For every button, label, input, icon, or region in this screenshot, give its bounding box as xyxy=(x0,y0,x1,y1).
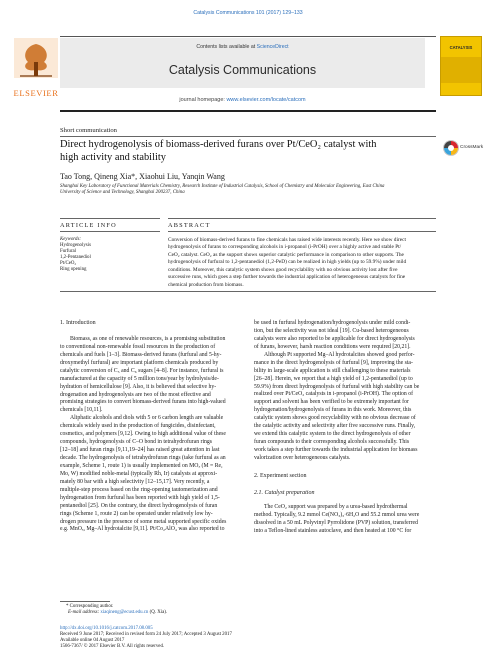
body-line: realized over Pt/CeO₂ catalysts in i-propanol (i-PrOH). The option of xyxy=(254,391,414,398)
abstract-line: hydrogenolysis of furans to corresponding alcohols in i-propanol (i-PrOH) over a highly active and stable Pt/ xyxy=(168,244,402,251)
contents-available-line xyxy=(60,44,425,50)
body-line: decade. The hydrogenolysis of tetrahydrofuran rings (take furfural as an xyxy=(60,455,226,461)
catalyst-preparation-heading: 2.1. Catalyst preparation xyxy=(254,489,315,496)
body-line: Aliphatic alcohols and diols with 5 or 6 carbon length are valuable xyxy=(70,415,224,422)
body-line: bility in large-scale application is still challenging to these materials xyxy=(254,367,411,374)
body-line: method. Typically, 9.2 mmol Ce(NO₃)₃·6H₂O and 55.2 mmol urea were xyxy=(254,511,420,518)
email-link[interactable]: xiaqineng@ecust.edu.cn xyxy=(100,610,149,616)
keyword-list xyxy=(60,243,91,273)
abstract-bottom-rule xyxy=(60,291,436,292)
body-line: hydrogenation/hydrogenolysis of furans in this work. Moreover, this xyxy=(254,407,412,414)
available-online: Available online 04 August 2017 xyxy=(60,638,125,644)
body-line: the catalytic activity and selectivity after five successive runs. Finally, xyxy=(254,423,416,430)
keyword-item: Ring opening xyxy=(60,267,87,273)
journal-homepage-line xyxy=(60,97,425,103)
abstract-text xyxy=(168,237,436,289)
body-line: cosmetics, and polymers [9,12]. Owing to high additional value of these xyxy=(60,431,226,438)
body-line: mately 80 bar with a high selectivity [12–15,17]. Very recently, a xyxy=(60,478,210,485)
cover-band xyxy=(441,57,481,83)
email-suffix: (Q. Xia). xyxy=(148,610,168,616)
publication-info xyxy=(60,626,300,650)
email-prefix: E-mail address: xyxy=(68,610,101,616)
body-line: to conventional non-renewable fossil resources in the production of xyxy=(60,343,216,350)
left-column xyxy=(60,320,246,534)
body-line: work takes a step further towards the industrial application for biomass xyxy=(254,447,418,453)
abstract-subrule xyxy=(168,231,436,232)
keyword-item: 1,2-Pentanediol xyxy=(60,255,91,261)
abstract-line: conditions. Moreover, this catalytic system shows good recyclability with no obvious activity lost after five xyxy=(168,266,398,273)
body-line: compounds, hydrogenolysis of C–O bond in tetrahydrofuran rings xyxy=(60,439,213,446)
article-info-heading: ARTICLE INFO xyxy=(60,222,117,229)
corresponding-author-footnote xyxy=(60,604,250,616)
affiliation-line-1: Shanghai Key Laboratory of Functional Materials Chemistry, Research Institute of Industrial Catalysis, School of Chemistry and Molecular Engineering, East China xyxy=(60,184,385,189)
abstract-line: Conversion of biomass-derived furans to fine chemicals has raised wide interests recently. Here we show direct xyxy=(168,237,406,243)
body-line: The CeO₂ support was prepared by a urea-based hydrothermal xyxy=(264,503,408,510)
body-line: hydration of hemicellulose [9]. Also, it is believed that selective hy- xyxy=(60,383,217,390)
body-line: droxymethyl furfural) are important platform chemicals produced by xyxy=(60,359,219,366)
right-column xyxy=(254,320,436,536)
body-line: be used in furfural hydrogenation/hydrogenolysis under mild condi- xyxy=(254,320,411,326)
journal-cover-thumbnail[interactable] xyxy=(440,36,482,96)
keywords-heading: Keywords: xyxy=(60,237,82,242)
body-line: Biomass, as one of renewable resources, is a promising substitution xyxy=(70,335,226,342)
email-line xyxy=(60,610,250,616)
corresponding-author-note: * Corresponding author. xyxy=(66,604,114,609)
footnote-rule xyxy=(60,601,110,602)
article-info-rule xyxy=(60,218,160,219)
body-line: dissolved in a 50 mL Polyvinyl Pyrrolidone (PVP) solution, transferred xyxy=(254,519,418,526)
crossmark-label[interactable]: CrossMark xyxy=(460,145,484,150)
body-line: of furans, however, harsh reaction conditions were required [20,21]. xyxy=(254,343,411,350)
body-line: chemicals and fuels [1–3]. Biomass-derived furans (furfural and 5-hy- xyxy=(60,351,222,358)
body-line: [26–28]. Herein, we report that a high yield of 1,2-pentanediol (up to xyxy=(254,375,413,382)
abstract-line: hydrogenolysis of furfural to 1,2-pentanediol (1,2-PeD) can be realized in high yields (up to 59.9%) under mild xyxy=(168,259,407,266)
body-line: [12–18] and furan rings [9,11,19–24] has raised great attention in last xyxy=(60,447,220,454)
body-line: catalysts were also reported to be applicable for direct hydrogenolysis xyxy=(254,335,415,342)
article-title xyxy=(60,139,420,164)
sciencedirect-link[interactable]: ScienceDirect xyxy=(256,44,289,50)
introduction-heading: 1. Introduction xyxy=(60,320,96,326)
crossmark-icon[interactable] xyxy=(443,140,459,156)
keyword-item: Pt/CeO₂ xyxy=(60,261,77,267)
body-line: valorization over heterogeneous catalysts. xyxy=(254,454,351,461)
body-line: Mo, W) modified noble-metal (typically Rh, Ir) catalysts at approxi- xyxy=(60,470,218,477)
body-line: mance in the direct hydrogenolysis of furfural [9], improving the sta- xyxy=(254,359,413,366)
affiliation xyxy=(60,184,440,197)
body-line: manufactured at the capacity of 5 million tons/year by hydrolysis/de- xyxy=(60,375,219,382)
received-dates: Received 9 June 2017; Received in revised form 24 July 2017; Accepted 3 August 2017 xyxy=(60,632,232,638)
body-line: drogen pressure in the presence of some metal supported specific oxides xyxy=(60,518,227,525)
body-line: we extend this catalytic system to the direct hydrogenolysis of other xyxy=(254,431,411,438)
abstract-line: CeO₂ catalyst. CeO₂ as the support shows superior catalytic performance in comparison to other supports. The xyxy=(168,251,404,258)
section-separator xyxy=(60,136,436,137)
body-line: hydrogenation from furfural has been reported with high yield of 1,5- xyxy=(60,494,220,501)
section-type: Short communication xyxy=(60,127,117,134)
body-line: example, Scheme 1, route 1) is usually implemented on MOₓ (M = Re, xyxy=(60,462,223,469)
journal-reference[interactable]: Catalysis Communications 101 (2017) 129–133 xyxy=(193,10,303,16)
body-line: multiple-step process based on the ring-opening tautomerization and xyxy=(60,486,218,493)
homepage-prefix: journal homepage: xyxy=(179,97,227,103)
experiment-heading: 2. Experiment section xyxy=(254,472,307,479)
copyright-line: 1566-7367/ © 2017 Elsevier B.V. All rights reserved. xyxy=(60,644,165,650)
body-line: furan compounds to their corresponding alcohols successfully. This xyxy=(254,439,410,446)
body-line: chemicals widely used in the production of fungicides, disinfectant, xyxy=(60,423,216,430)
body-line: e.g. MnOₓ, Mg–Al hydrotalcite [9,11]. Pt/Co₂AlO₄ was also reported to xyxy=(60,526,225,533)
journal-title: Catalysis Communications xyxy=(168,63,317,77)
article-info-subrule xyxy=(60,231,160,232)
body-line: tion, but the selectivity was not ideal [19]. Cu-based heterogeneous xyxy=(254,327,409,334)
body-line: support and solvent has been verified to be extremely important for xyxy=(254,399,409,406)
masthead-top-rule xyxy=(60,36,436,37)
publisher-wordmark: ELSEVIER xyxy=(13,88,59,98)
article-title-line-2: high activity and stability xyxy=(60,151,166,163)
abstract-line: successive runs, which goes a step further towards the industrial application of heterogeneous catalysts for fine xyxy=(168,274,406,281)
masthead-bottom-rule xyxy=(60,110,436,112)
abstract-heading: ABSTRACT xyxy=(168,222,211,229)
body-line: chemicals [10,11]. xyxy=(60,407,103,414)
body-line: promising strategies to convert biomass-derived furans into high-valued xyxy=(60,399,226,406)
keyword-item: Hydrogenolysis xyxy=(60,243,91,248)
body-line: into a Teflon-lined stainless autoclave, and then heated at 100 °C for xyxy=(254,527,412,534)
body-line: pentanediol [25]. On the contrary, the direct hydrogenolysis of furan xyxy=(60,502,218,509)
abstract-line: chemical production from biomass. xyxy=(168,281,244,288)
body-line: catalytic conversion of C₅ and C₆ sugars [4–8]. For instance, furfural is xyxy=(60,367,224,374)
body-line: drogenation and hydrogenolysis are two of the most effective and xyxy=(60,391,211,398)
article-title-line-1: Direct hydrogenolysis of biomass-derived furans over Pt/CeO₂ catalyst with xyxy=(60,139,377,150)
body-line: 59.9%) from direct hydrogenolysis of furfural with high stability can be xyxy=(254,383,420,390)
body-line: Although Pt supported Mg–Al hydrotalcites showed good perfor- xyxy=(264,351,415,358)
contents-prefix: Contents lists available at xyxy=(196,44,257,50)
abstract-rule xyxy=(168,218,436,219)
body-line: rings (Scheme 1, route 2) can be operated under relatively low hy- xyxy=(60,510,213,517)
homepage-link[interactable]: www.elsevier.com/locate/catcom xyxy=(226,97,306,103)
doi-link[interactable]: http://dx.doi.org/10.1016/j.catcom.2017.08.005 xyxy=(60,626,153,631)
elsevier-tree-logo-icon xyxy=(14,38,58,78)
keyword-item: Furfural xyxy=(60,249,77,255)
affiliation-line-2: University of Science and Technology, Shanghai 200237, China xyxy=(60,190,185,196)
body-line: catalytic system shows good recyclability with no obvious decrease of xyxy=(254,415,416,422)
cover-title: CATALYSIS xyxy=(449,45,473,50)
author-list: Tao Tong, Qineng Xia*, Xiaohui Liu, Yanqin Wang xyxy=(60,172,225,181)
